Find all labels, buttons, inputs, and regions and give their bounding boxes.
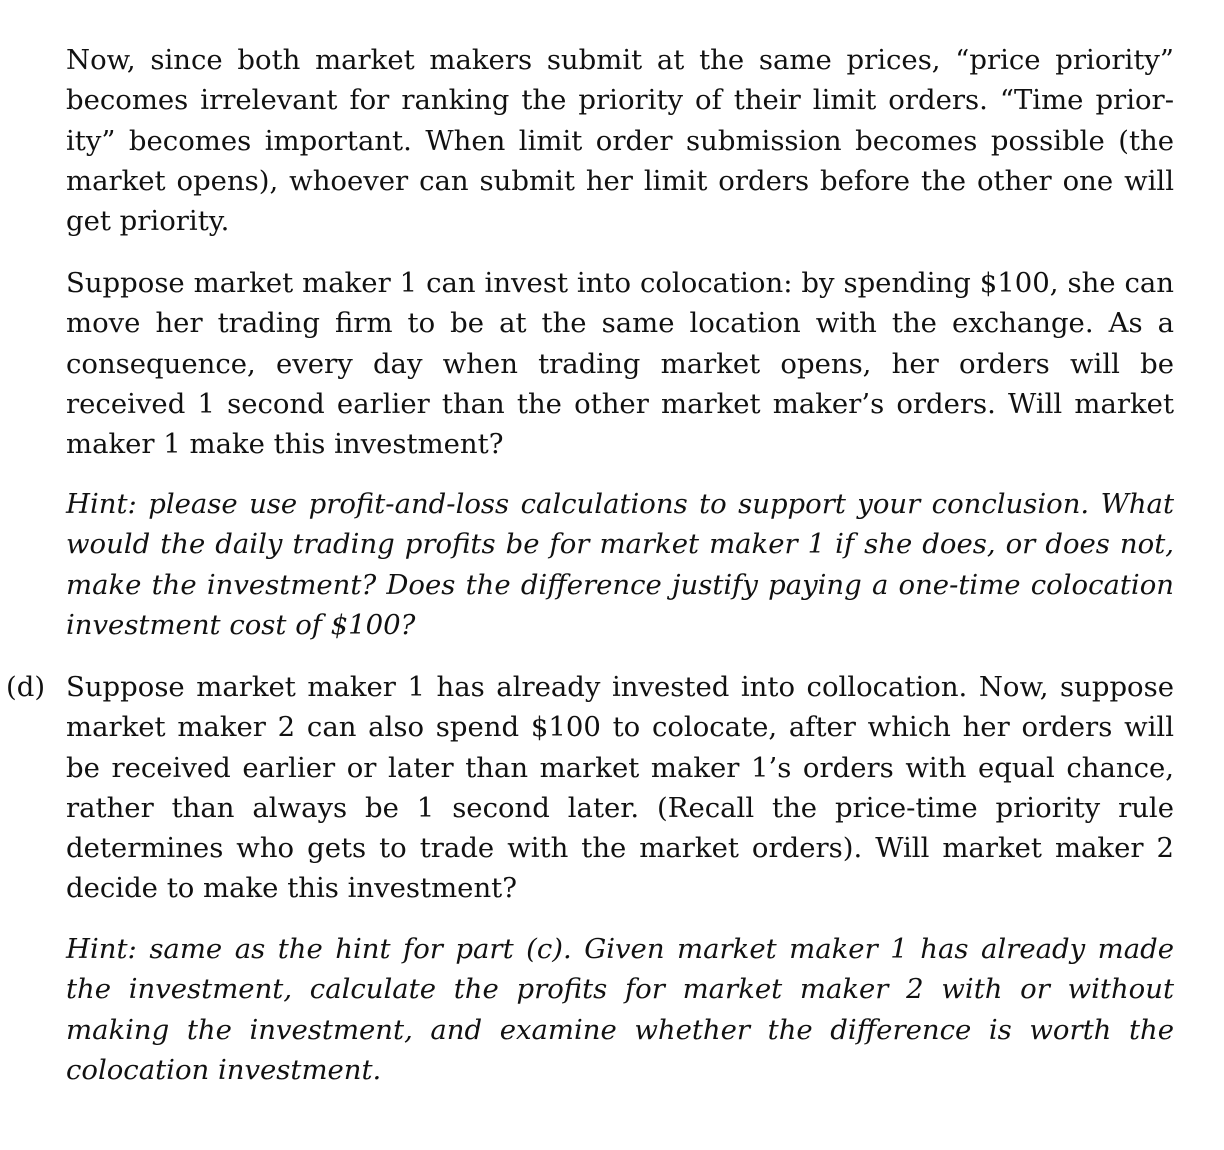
hint-part-d: Hint: same as the hint for part (c). Given market maker 1 has already made the investment, calculate the profits for market maker 2 with or without making the investment, and examine whether the difference is worth the colocation investment. — [66, 933, 1174, 1086]
paragraph-part-d-question: Suppose market maker 1 has already invested into collocation. Now, suppose market maker 2 can also spend $100 to colocate, after which her orders will be received earlier or later than market maker 1’s orders with equal chance, rather than always be 1 second later. (Recall the price-time priority rule determines who gets to trade with the market orders). Will market maker 2 decide to make this investment? — [66, 671, 1174, 905]
paragraph-colocation-question: Suppose market maker 1 can invest into colocation: by spending $100, she can move her trading firm to be at the same location with the exchange. As a consequence, every day when trading market opens, her orders will be received 1 second earlier than the other market maker’s orders. Will market maker 1 make this investment? — [66, 267, 1174, 461]
hint-part-c: Hint: please use profit-and-loss calculations to support your conclusion. What would the daily trading profits be for market maker 1 if she does, or does not, make the investment? Does the difference justify paying a one-time colocation investment cost of $100? — [66, 488, 1174, 641]
paragraph-time-priority: Now, since both market makers submit at the same prices, “price priority” becomes irrelevant for ranking the priority of their limit orders. “Time priority” becomes important. When limit order submission becomes possible (the market opens), whoever can submit her limit orders before the other one will get priority. — [66, 44, 1174, 238]
part-d-label: (d) — [6, 671, 46, 703]
